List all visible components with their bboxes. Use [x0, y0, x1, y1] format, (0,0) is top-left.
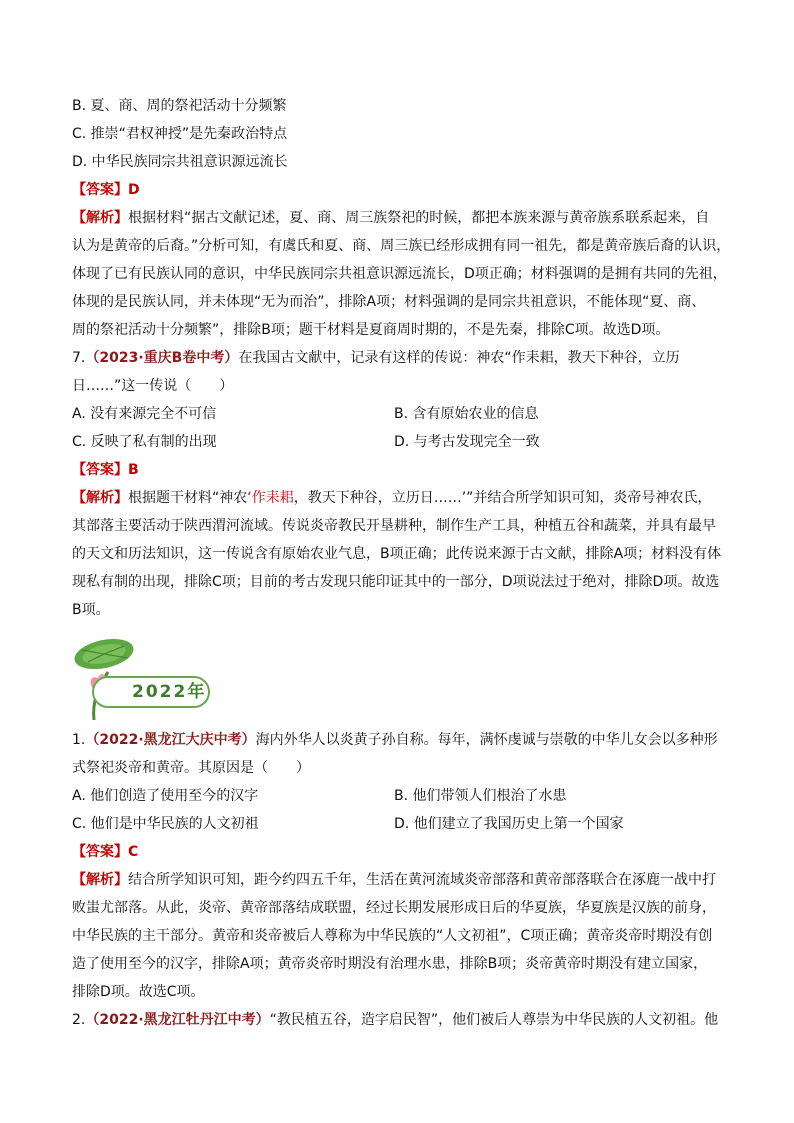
analysis-text: 结合所学知识可知，距今约四五千年，生活在黄河流域炎帝部落和黄帝部落联合在涿鹿一战中打: [128, 872, 716, 888]
document-body: [72, 92, 731, 1034]
answer-value: B: [128, 462, 139, 478]
q1-analysis-line: [72, 866, 728, 894]
q6-analysis-line: 周的祭祀活动十分频繁”，排除B项；题干材料是夏商周时期的，不是先秦，排除C项。故选D项。: [72, 322, 670, 338]
q1-option-b: B. 他们带领人们根治了水患: [394, 788, 567, 804]
answer-value: C: [128, 844, 139, 860]
question-number: 2.: [72, 1012, 86, 1028]
year-badge: [92, 676, 210, 708]
q1-stem: [72, 726, 728, 754]
q7-option-b: B. 含有原始农业的信息: [394, 406, 539, 422]
answer-tag: 【答案】: [72, 844, 128, 860]
q6-option-c: C. 推崇“君权神授”是先秦政治特点: [72, 126, 288, 142]
q1-analysis-line: 排除D项。故选C项。: [72, 984, 205, 1000]
q7-stem-cont: 日……”这一传说（ ）: [72, 378, 234, 394]
question-source: （2023·重庆B卷中考）: [85, 350, 239, 366]
year-label: 2022年: [132, 682, 207, 702]
q6-analysis-line: [72, 204, 728, 232]
analysis-tag: 【解析】: [72, 872, 128, 888]
q7-stem: [72, 344, 728, 372]
year-section-header: [72, 632, 728, 724]
analysis-text: 根据题干材料“神农: [128, 490, 248, 506]
question-text: 在我国古文献中，记录有这样的传说：神农“作耒耜，教天下种谷，立历: [238, 350, 680, 366]
q1-option-a: A. 他们创造了使用至今的汉字: [72, 788, 259, 804]
q1-option-c: C. 他们是中华民族的人文初祖: [72, 816, 259, 832]
q2-stem: [72, 1006, 728, 1034]
answer-tag: 【答案】: [72, 182, 128, 198]
q7-answer: [72, 456, 728, 484]
question-number: 7.: [72, 350, 86, 366]
q1-analysis-line: 败蚩尤部落。从此，炎帝、黄帝部落结成联盟，经过长期发展形成日后的华夏族，华夏族是汉族的前身，: [72, 900, 716, 916]
q7-option-c: C. 反映了私有制的出现: [72, 434, 217, 450]
analysis-tag: 【解析】: [72, 210, 128, 226]
answer-tag: 【答案】: [72, 462, 128, 478]
q1-analysis-line: 中华民族的主干部分。黄帝和炎帝被后人尊称为中华民族的“人文初祖”，C项正确；黄帝炎帝时期没有创: [72, 928, 713, 944]
q1-stem-cont: 式祭祀炎帝和黄帝。其原因是（ ）: [72, 760, 310, 776]
q7-analysis-line: 其部落主要活动于陕西渭河流域。传说炎帝教民开垦耕种，制作生产工具，种植五谷和蔬菜，并具有最早: [72, 518, 716, 534]
q6-analysis-line: 体现了已有民族认同的意识，中华民族同宗共祖意识源远流长，D项正确；材料强调的是拥有共同的先祖，: [72, 266, 727, 282]
q1-options-row: [72, 782, 728, 810]
q7-option-a: A. 没有来源完全不可信: [72, 406, 217, 422]
q6-answer: [72, 176, 728, 204]
q7-analysis-line: [72, 484, 728, 512]
analysis-text: 根据材料“据古文献记述，夏、商、周三族祭祀的时候，都把本族来源与黄帝族系联系起来，自: [128, 210, 710, 226]
q6-option-b: B. 夏、商、周的祭祀活动十分频繁: [72, 98, 287, 114]
question-number: 1.: [72, 732, 86, 748]
question-text: “教民植五谷，造字启民智”，他们被后人尊崇为中华民族的人文初祖。他: [269, 1012, 719, 1028]
question-source: （2022·黑龙江大庆中考）: [85, 732, 256, 748]
analysis-highlight: ‘作耒耜: [247, 490, 294, 506]
analysis-text: ，教天下种谷，立历日……’”并结合所学知识可知，炎帝号神农氏，: [293, 490, 712, 506]
q1-option-d: D. 他们建立了我国历史上第一个国家: [394, 816, 624, 832]
q6-analysis-line: 体现的是民族认同，并未体现“无为而治”，排除A项；材料强调的是同宗共祖意识，不能体现“夏、商、: [72, 294, 706, 310]
q1-analysis-line: 造了使用至今的汉字，排除A项；黄帝炎帝时期没有治理水患，排除B项；炎帝黄帝时期没有建立国家，: [72, 956, 708, 972]
q1-answer: [72, 838, 728, 866]
q7-options-row: [72, 400, 728, 428]
analysis-tag: 【解析】: [72, 490, 128, 506]
q7-analysis-line: B项。: [72, 602, 110, 618]
q7-option-d: D. 与考古发现完全一致: [394, 434, 540, 450]
question-text: 海内外华人以炎黄子孙自称。每年，满怀虔诚与崇敬的中华儿女会以多种形: [255, 732, 718, 748]
q1-options-row: [72, 810, 728, 838]
q7-analysis-line: 的天文和历法知识，这一传说含有原始农业气息，B项正确；此传说来源于古文献，排除A项；材料没有体: [72, 546, 722, 562]
q6-option-d: D. 中华民族同宗共祖意识源远流长: [72, 154, 288, 170]
answer-value: D: [128, 182, 140, 198]
question-source: （2022·黑龙江牡丹江中考）: [85, 1012, 270, 1028]
q7-analysis-line: 现私有制的出现，排除C项；目前的考古发现只能印证其中的一部分，D项说法过于绝对，排除D项。故选: [72, 574, 720, 590]
q7-options-row: [72, 428, 728, 456]
q6-analysis-line: 认为是黄帝的后裔。”分析可知，有虞氏和夏、商、周三族已经形成拥有同一祖先，都是黄帝族后裔的认识，: [72, 238, 731, 254]
